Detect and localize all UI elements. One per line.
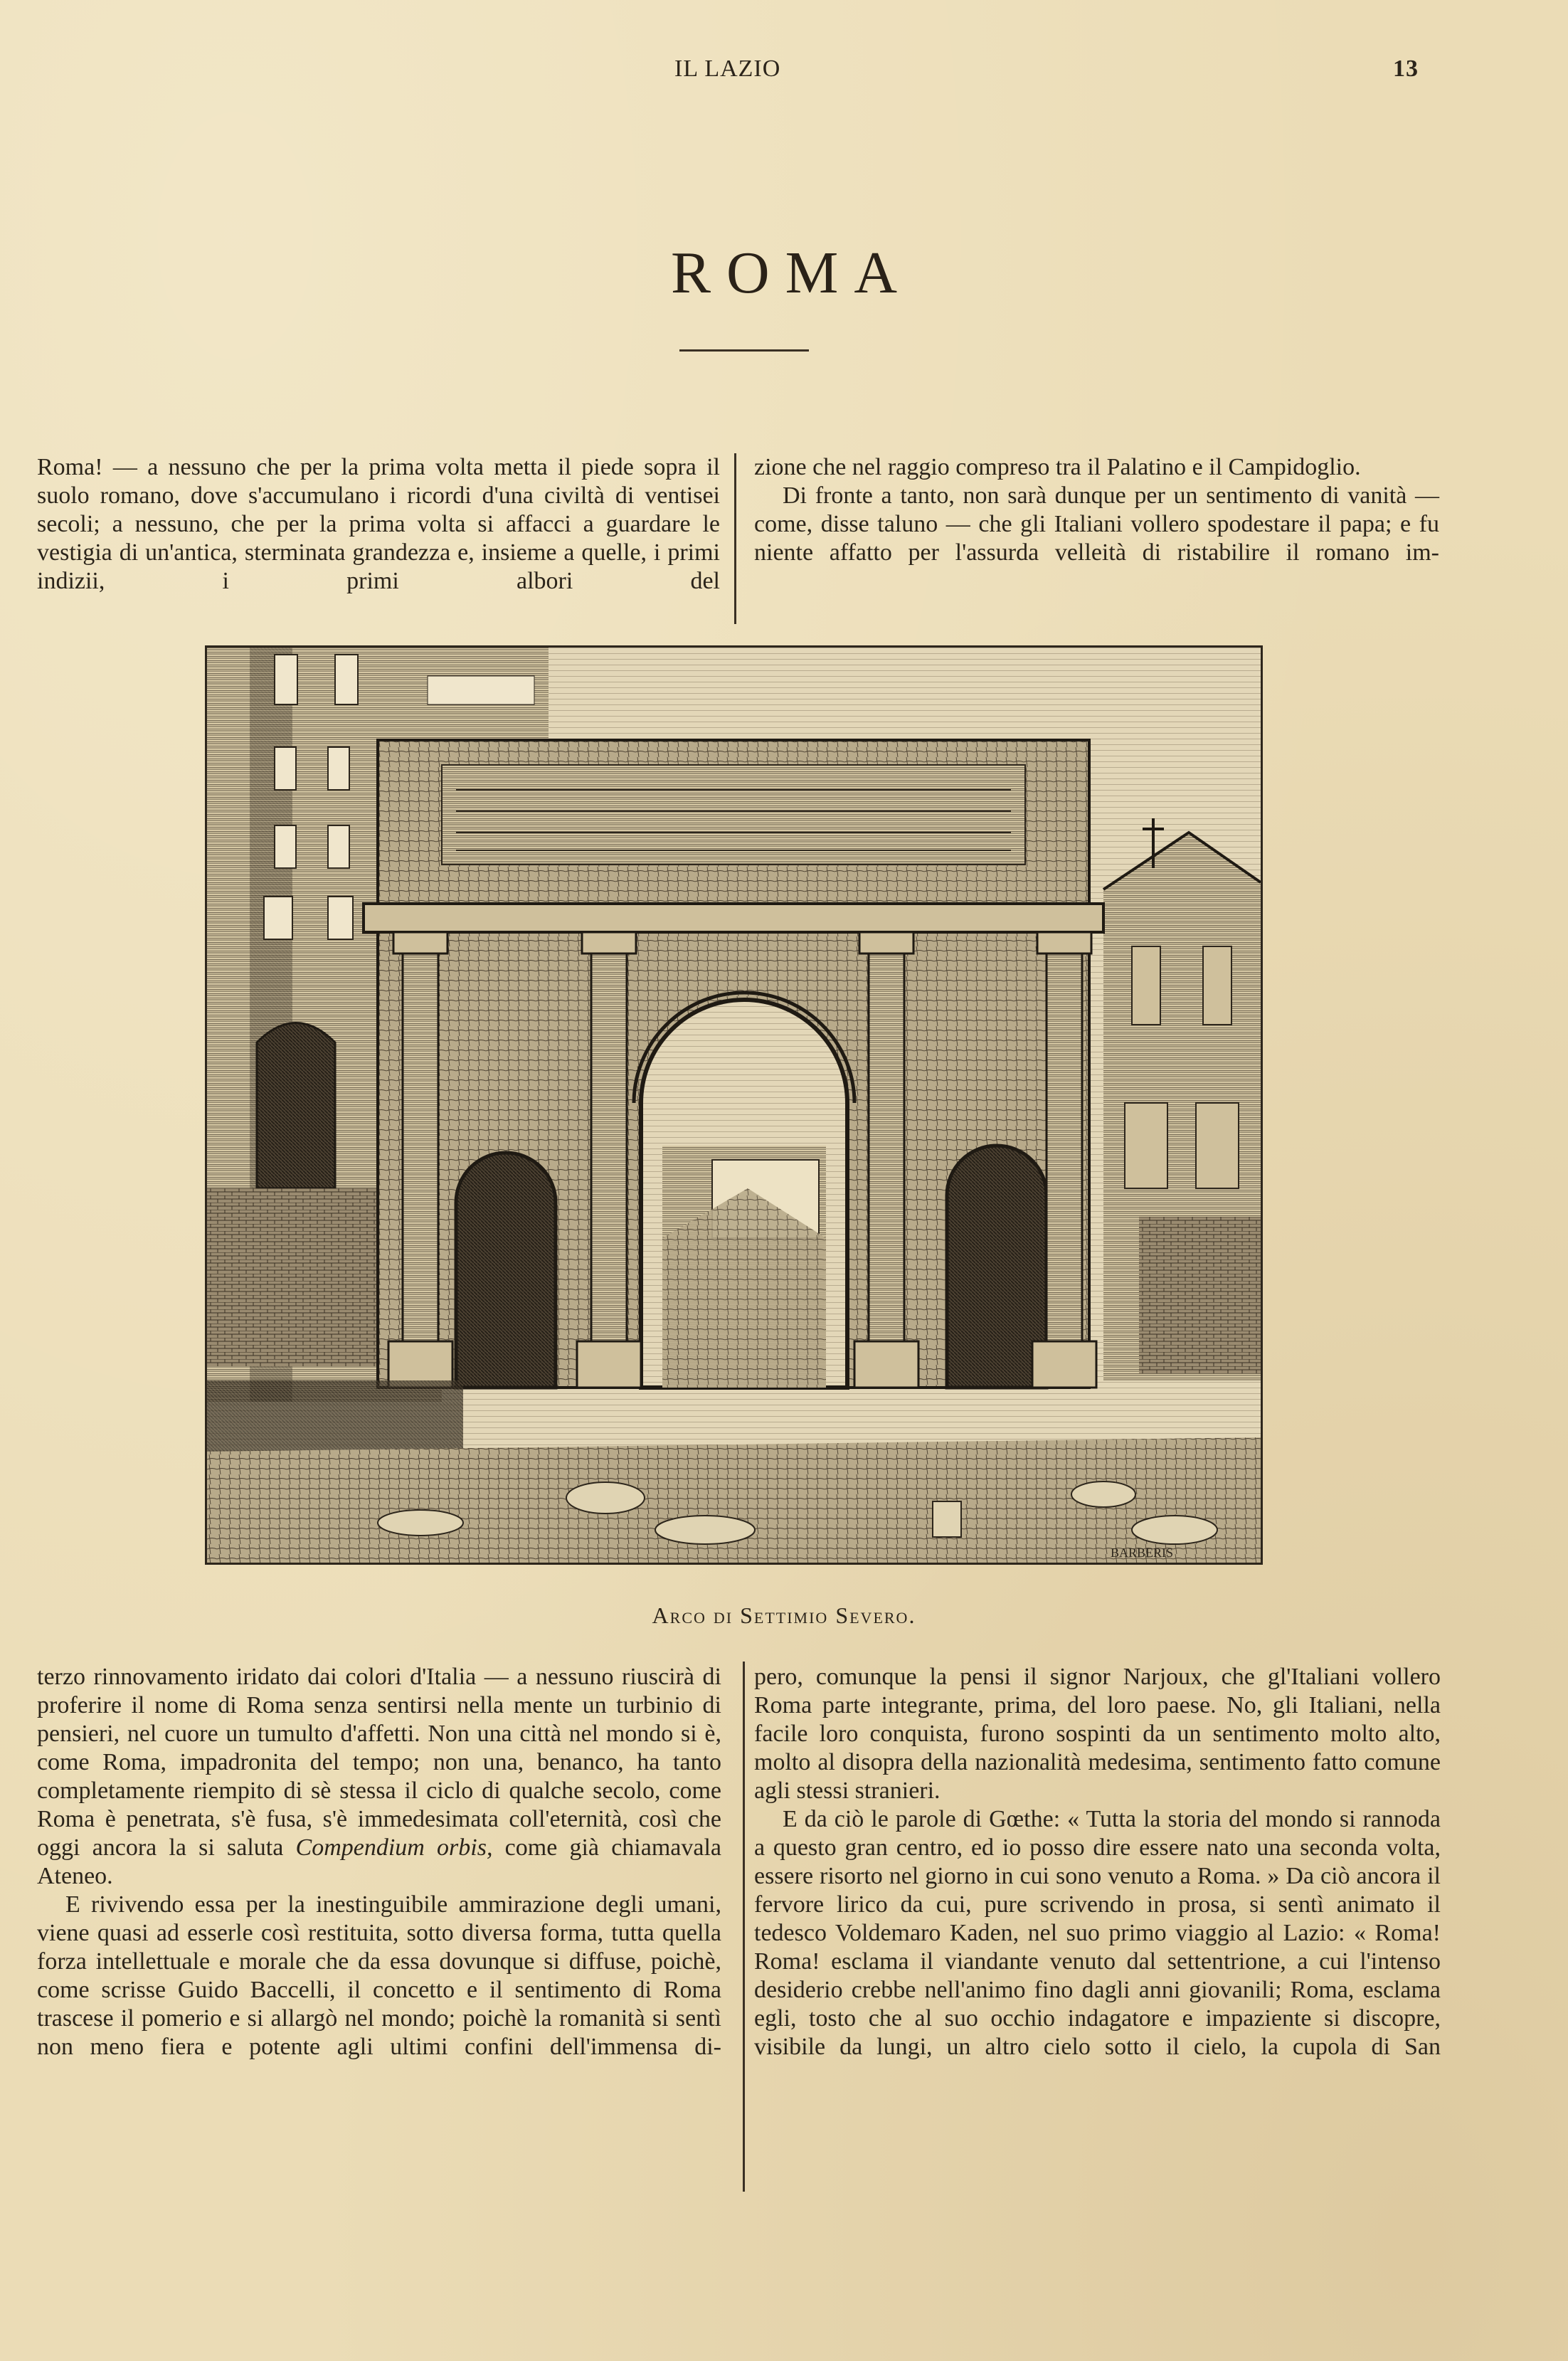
page-number: 13 [1393, 56, 1419, 82]
paragraph-text: terzo rinnovamento iridato dai colori d'Italia — a nessuno riuscirà di proferire il nome di Roma senza sentirsi nella mente un turbinio di pensieri, nel cuore un tumulto d'affetti. Non una città nel mondo si è, come Roma, impadronita del tempo; non una, benanco, ha tanto completamente riempito di sè stessa il ciclo di qualche secolo, come Roma è penetrata, s'è fusa, s'è immedesimata coll'eternità, così che oggi ancora la si saluta [37, 1664, 721, 1861]
column-divider-bottom [743, 1662, 745, 2192]
latin-phrase: Compendium orbis, [295, 1834, 493, 1861]
paragraph [37, 1663, 721, 1891]
engraving-arch-of-septimius-severus [205, 645, 1263, 1565]
paragraph: E da ciò le parole di Gœthe: « Tutta la storia del mondo si rannoda a questo gran centro, ed io posso dire essere nato una seconda volta, essere risorto nel giorno in cui sono venuto a Roma. » Da ciò ancora il fervore lirico da cui, pure scrivendo in prosa, si sentì animato il tedesco Voldemaro Kaden, nel suo primo viaggio al Lazio: « Roma! Roma! esclama il viandante venuto dal settentrione, a cui l'intenso desiderio crebbe nell'animo fino dagli anni giovanili; Roma, esclama egli, tosto che al suo occhio indagatore e impaziente si discopre, visibile da lungi, un altro cielo sotto il cielo, la cupola di San [754, 1806, 1441, 2060]
paragraph: Di fronte a tanto, non sarà dunque per un sentimento di vanità — come, disse taluno — che gli Italiani vollero spodestare il papa; e fu niente affatto per l'assurda velleità di ristabilire il romano im- [754, 482, 1439, 566]
title-rule [679, 349, 809, 352]
top-right-column [754, 453, 1439, 567]
figure-caption-text: Arco di Settimio Severo. [652, 1602, 916, 1628]
paragraph: E rivivendo essa per la inestinguibile ammirazione degli umani, viene quasi ad esserle così restituita, sotto diversa forma, tutta quella forza intellettuale e morale che da essa dovunque si diffuse, poichè, come scrisse Guido Baccelli, il concetto e il sentimento di Roma trascese il pomerio e si allargò nel mondo; poichè la romanità si sentì non meno fiera e potente agli ultimi confini dell'immensa di- [37, 1891, 721, 2060]
top-left-column [37, 453, 720, 596]
chapter-title: ROMA [670, 240, 913, 306]
column-divider-top [734, 453, 736, 624]
bottom-left-column [37, 1663, 721, 2061]
paragraph-text: come già chiamavala Ateneo. [37, 1834, 722, 1889]
paragraph: zione che nel raggio compreso tra il Palatino e il Campidoglio. [754, 454, 1361, 480]
running-head [0, 56, 1568, 87]
figure-caption [0, 1602, 1568, 1629]
engraver-signature: BARBERIS [1111, 1546, 1174, 1560]
bottom-right-column [754, 1663, 1441, 2061]
paragraph: pero, comunque la pensi il signor Narjoux, che gl'Italiani vollero Roma parte integrante, prima, del loro paese. No, gli Italiani, nella facile loro conquista, furono sospinti da un sentimento molto alto, molto al disopra della nazionalità medesima, sentimento fatto comune agli stessi stranieri. [754, 1664, 1441, 1804]
paragraph: Roma! — a nessuno che per la prima volta metta il piede sopra il suolo romano, dove s'accumulano i ricordi d'una civiltà di ventisei secoli; a nessuno, che per la prima volta si affacci a guardare le vestigia di un'antica, sterminata grandezza e, insieme a quelle, i primi indizii, i primi albori del [37, 454, 720, 594]
running-head-title: IL LAZIO [674, 56, 781, 82]
